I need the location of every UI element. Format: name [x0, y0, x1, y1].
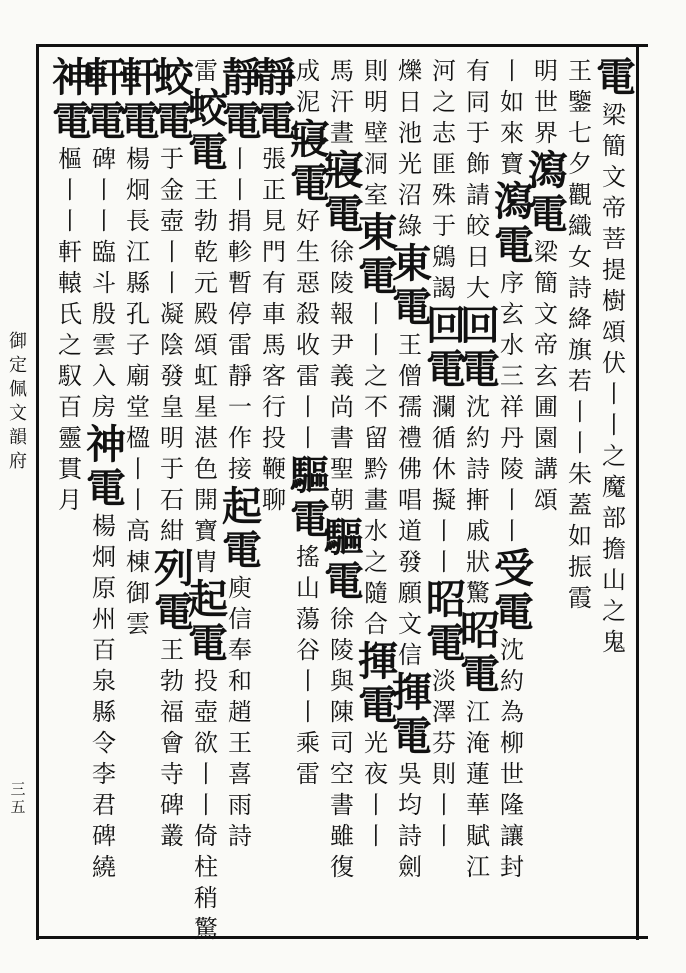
entry-text: 序 玄 水 三 祥 丹 陵 丨 丨 [500, 269, 524, 545]
bottom-border [36, 936, 648, 939]
entry-text: 碑 丨 丨 臨 斗 殷 雲 入 房 [92, 145, 116, 421]
text-column [154, 54, 194, 852]
entry-headword: 軒 電 [86, 54, 126, 145]
text-column [86, 54, 126, 883]
entry-text: 徐 陵 報 尹 義 尚 書 聖 朝 [330, 238, 354, 514]
entry-text: 王 鑒 七 夕 觀 織 女 詩 絳 旗 若 丨 丨 朱 蓋 如 振 霞 [568, 57, 592, 612]
entry-headword: 瀉 電 [528, 147, 568, 238]
text-column [188, 56, 228, 945]
entry-text: 河 之 志 匪 殊 于 鶂 謁 [432, 57, 456, 302]
entry-headword: 靜 電 [256, 54, 296, 145]
entry-text: 于 金 壺 丨 丨 凝 陰 發 皇 明 于 石 紺 [160, 145, 184, 545]
entry-text: 爍 日 池 光 沼 綠 [398, 57, 422, 240]
entry-headword: 揮 電 [392, 669, 432, 760]
entry-headword: 寢 電 [324, 147, 364, 238]
entry-text: 淡 澤 芬 則 丨 丨 [432, 667, 456, 850]
entry-text: 光 夜 丨 丨 [364, 729, 388, 850]
text-column [392, 56, 432, 883]
entry-headword: 靜 電 [222, 54, 262, 145]
entry-headword: 神 電 [86, 421, 126, 512]
entry-text: 丨 丨 之 不 留 黔 畫 水 之 隨 合 [364, 300, 388, 638]
entry-text: 楊 炯 長 江 縣 孔 子 廟 堂 [126, 145, 150, 421]
entry-text: 好 生 惡 殺 收 雷 丨 丨 [296, 207, 320, 452]
entry-headword: 寢 電 [290, 116, 330, 207]
entry-headword: 蛟 電 [154, 54, 194, 145]
entry-text: 樞 丨 丨 軒 轅 氏 之 馭 百 靈 貫 月 [58, 145, 82, 514]
entry-headword: 神 電 [52, 54, 92, 145]
entry-headword: 列 電 [154, 545, 194, 636]
text-column [290, 56, 330, 790]
entry-headword: 東 電 [392, 240, 432, 331]
entry-text: 雷 [194, 57, 218, 85]
entry-text: 江 淹 蓮 華 賦 江 [466, 698, 490, 881]
margin-title-text: 御 定 佩 文 韻 府 [9, 331, 27, 472]
entry-text: 梁 簡 文 帝 玄 圃 園 講 頌 [534, 238, 558, 514]
page-number [0, 780, 36, 816]
entry-text: 徐 陵 與 陳 司 空 書 雖 復 [330, 605, 354, 881]
entry-text: 沈 約 為 柳 世 隆 讓 封 [500, 636, 524, 881]
entry-text: 有 同 于 飾 請 皎 日 大 [466, 57, 490, 302]
entry-headword: 起 電 [222, 483, 262, 574]
entry-text: 丨 如 來 寶 [500, 57, 524, 178]
entry-text: 沈 約 詩 搟 戚 狀 驚 [466, 393, 490, 607]
entry-text: 王 勃 乾 元 殿 頌 虹 星 湛 色 開 寶 胄 [194, 176, 218, 576]
entry-headword: 起 電 [188, 576, 228, 667]
entry-headword: 受 電 [494, 545, 534, 636]
entry-text: 吳 均 詩 劍 [398, 760, 422, 881]
page-number-text: 三 五 [10, 780, 26, 816]
entry-text: 投 壺 欲 丨 丨 倚 柱 稍 驚 [194, 667, 218, 943]
text-column [596, 54, 636, 658]
text-column [528, 56, 568, 516]
entry-headword: 昭 電 [460, 607, 500, 698]
entry-text: 馬 汗 晝 [330, 57, 354, 147]
entry-text: 成 泥 [296, 57, 320, 116]
entry-text: 楊 炯 原 州 百 泉 縣 令 李 君 碑 繞 [92, 512, 116, 881]
entry-headword: 東 電 [358, 209, 398, 300]
entry-text: 梁 簡 文 帝 菩 提 樹 頌 伏 丨 丨 之 魔 部 擔 山 之 鬼 [602, 101, 626, 656]
entry-text: 張 正 見 門 有 車 馬 客 行 投 鞭 聊 [262, 145, 286, 514]
margin-title [0, 330, 36, 474]
entry-headword: 驅 電 [290, 452, 330, 543]
entry-headword: 軒 電 [120, 54, 160, 145]
entry-headword: 電 [596, 54, 636, 101]
top-border [36, 44, 648, 47]
text-column [52, 54, 92, 516]
text-column [460, 56, 500, 883]
entry-text: 搖 山 蕩 谷 丨 丨 乘 雷 [296, 543, 320, 788]
entry-headword: 驅 電 [324, 514, 364, 605]
right-border [636, 44, 639, 940]
entry-text: 瀾 循 休 擬 丨 丨 [432, 393, 456, 576]
entry-text: 庾 信 奉 和 趙 王 喜 雨 詩 [228, 574, 252, 850]
entry-text: 則 明 壁 洞 室 [364, 57, 388, 209]
entry-headword: 揮 電 [358, 638, 398, 729]
entry-text: 王 勃 福 會 寺 碑 叢 [160, 636, 184, 850]
text-column [562, 56, 598, 614]
entry-text: 丨 丨 捐 軫 暫 停 雷 靜 一 作 接 [228, 145, 252, 483]
entry-text: 明 世 界 [534, 57, 558, 147]
left-border [36, 44, 39, 940]
entry-headword: 回 電 [460, 302, 500, 393]
entry-headword: 回 電 [426, 302, 466, 393]
entry-headword: 瀉 電 [494, 178, 534, 269]
entry-headword: 蛟 電 [188, 85, 228, 176]
entry-text: 王 僧 孺 禮 佛 唱 道 發 願 文 信 [398, 331, 422, 669]
entry-text: 楹 丨 丨 高 棟 御 雲 [126, 424, 150, 638]
entry-headword: 昭 電 [426, 576, 466, 667]
text-column [494, 56, 534, 883]
